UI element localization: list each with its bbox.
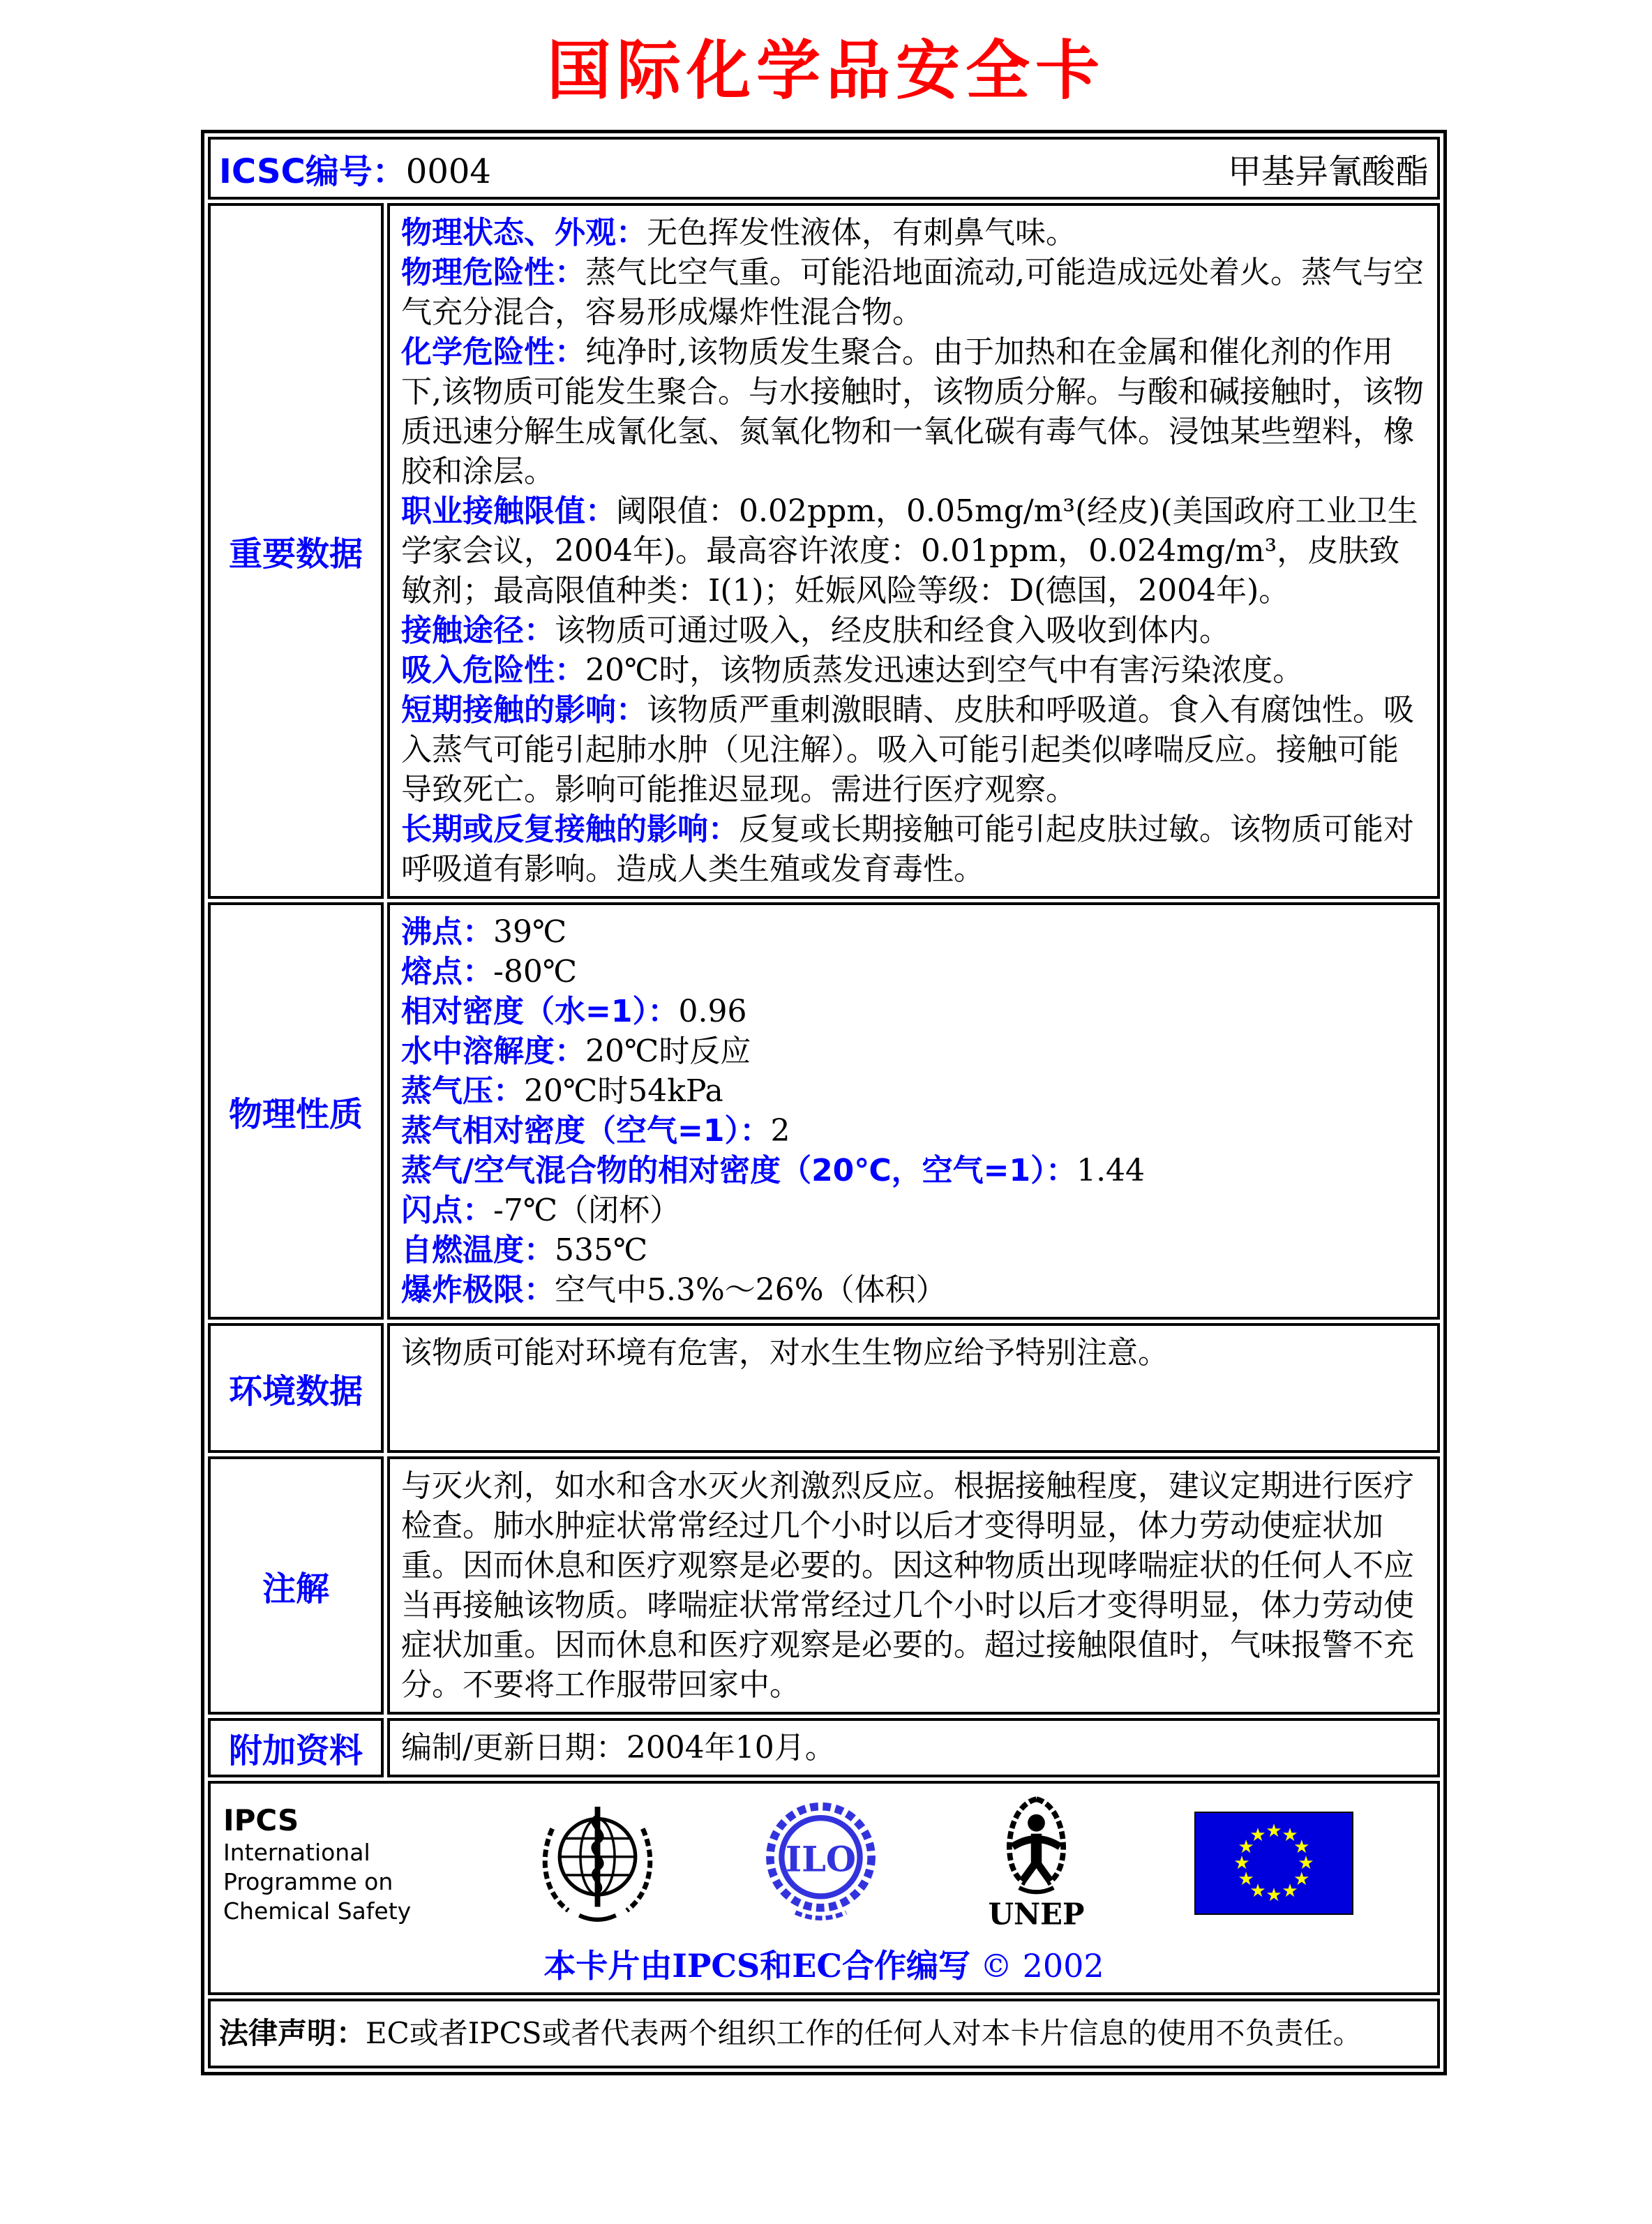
- legal-label: 法律声明：: [219, 2016, 366, 2050]
- field-value: 20℃时54kPa: [524, 1073, 723, 1109]
- field-text: 20℃时，该物质蒸发迅速达到空气中有害污染浓度。: [585, 652, 1304, 688]
- additional-info-row: [208, 1718, 1440, 1777]
- legal-text: EC或者IPCS或者代表两个组织工作的任何人对本卡片信息的使用不负责任。: [366, 2016, 1362, 2050]
- field-label: 职业接触限值：: [401, 493, 616, 529]
- row-label-environmental-data: 环境数据: [208, 1323, 384, 1453]
- prop-flash-point: [401, 1191, 1426, 1230]
- additional-info-text: 编制/更新日期：2004年10月。: [401, 1730, 836, 1766]
- field-text: 反复或长期接触可能引起皮肤过敏。该物质可能对呼吸道有影响。造成人类生殖或发育毒性。: [401, 812, 1414, 887]
- field-label: 闪点：: [401, 1193, 493, 1228]
- field-text: 该物质严重刺激眼睛、皮肤和呼吸道。食入有腐蚀性。吸入蒸气可能引起肺水肿（见注解）。吸入可能引起类似哮喘反应。接触可能导致死亡。影响可能推迟显现。需进行医疗观察。: [401, 692, 1414, 807]
- logos-cell: [208, 1781, 1440, 1995]
- prop-explosive-limits: [401, 1270, 1426, 1310]
- additional-info-content: [387, 1718, 1440, 1777]
- field-label: 自燃温度：: [401, 1232, 555, 1268]
- field-text: 无色挥发性液体，有刺鼻气味。: [647, 215, 1076, 251]
- field-label: 吸入危险性：: [401, 652, 585, 688]
- field-text: 纯净时,该物质发生聚合。由于加热和在金属和催化剂的作用下,该物质可能发生聚合。与水接触时，该物质分解。与酸和碱接触时，该物质迅速分解生成氰化氢、氮氧化物和一氧化碳有毒气体。浸蚀某些塑料，橡胶和涂层。: [401, 334, 1424, 489]
- chemical-name: 甲基异氰酸酯: [1227, 151, 1429, 191]
- copyright-text: 本卡片由IPCS和EC合作编写: [543, 1947, 970, 1985]
- svg-text:★: ★: [1298, 1852, 1314, 1874]
- prop-melting-point: [401, 952, 1426, 992]
- icsc-card-table: [201, 130, 1447, 2075]
- environmental-data-row: [208, 1323, 1440, 1453]
- field-value: 535℃: [555, 1232, 648, 1268]
- field-exposure-routes: [401, 611, 1426, 650]
- svg-text:★: ★: [1293, 1836, 1310, 1858]
- prop-vapor-pressure: [401, 1071, 1426, 1111]
- who-icon: [536, 1802, 659, 1927]
- svg-text:★: ★: [1238, 1868, 1254, 1890]
- unep-icon: [982, 1795, 1090, 1934]
- field-value: 1.44: [1076, 1153, 1146, 1188]
- row-label-additional-info: 附加资料: [208, 1718, 384, 1777]
- header-row: [208, 137, 1440, 200]
- field-text: 阈限值：0.02ppm，0.05mg/m³(经皮)(美国政府工业卫生学家会议，2004年)。最高容许浓度：0.01ppm，0.024mg/m³，皮肤致敏剂；最高限值种类：I(1)；妊娠风险等级：D(德国，2004年)。: [401, 493, 1418, 609]
- eu-flag-icon: [1194, 1812, 1353, 1918]
- svg-text:★: ★: [1282, 1824, 1298, 1846]
- field-label: 蒸气相对密度（空气=1）：: [401, 1113, 771, 1149]
- field-physical-danger: [401, 253, 1426, 332]
- notes-content: [387, 1456, 1440, 1715]
- field-inhalation-risk: [401, 650, 1426, 690]
- copyright-year: © 2002: [979, 1947, 1104, 1985]
- environmental-data-content: [387, 1323, 1440, 1453]
- ipcs-line-1: International: [223, 1838, 370, 1866]
- field-value: 0.96: [678, 994, 747, 1029]
- icsc-number-value: 0004: [405, 151, 491, 191]
- field-text: 该物质可通过吸入，经皮肤和经食入吸收到体内。: [555, 613, 1230, 648]
- ipcs-line-3: Chemical Safety: [223, 1897, 412, 1925]
- ilo-caption: ILO: [785, 1839, 856, 1880]
- svg-text:★: ★: [1249, 1880, 1266, 1902]
- field-label: 物理危险性：: [401, 255, 585, 290]
- svg-text:★: ★: [1266, 1820, 1282, 1842]
- field-value: 20℃时反应: [585, 1033, 751, 1069]
- field-label: 接触途径：: [401, 613, 555, 648]
- field-value: 39℃: [493, 914, 567, 950]
- field-short-term-effects: [401, 690, 1426, 809]
- field-text: 蒸气比空气重。可能沿地面流动,可能造成远处着火。蒸气与空气充分混合，容易形成爆炸性混合物。: [401, 255, 1424, 330]
- notes-text: 与灭火剂，如水和含水灭火剂激烈反应。根据接触程度，建议定期进行医疗检查。肺水肿症状常常经过几个小时以后才变得明显，体力劳动使症状加重。因而休息和医疗观察是必要的。因这种物质出现哮喘症状的任何人不应当再接触该物质。哮喘症状常常经过几个小时以后才变得明显，体力劳动使症状加重。因而休息和医疗观察是必要的。超过接触限值时，气味报警不充分。不要将工作服带回家中。: [401, 1468, 1414, 1703]
- prop-vapor-air-density: [401, 1151, 1426, 1191]
- ipcs-acronym: IPCS: [223, 1803, 299, 1837]
- field-label: 长期或反复接触的影响：: [401, 812, 739, 847]
- field-label: 熔点：: [401, 954, 493, 990]
- prop-boiling-point: [401, 912, 1426, 952]
- svg-text:★: ★: [1282, 1880, 1298, 1902]
- row-label-physical-properties: 物理性质: [208, 902, 384, 1320]
- prop-relative-density: [401, 992, 1426, 1031]
- field-label: 蒸气/空气混合物的相对密度（20℃，空气=1）：: [401, 1153, 1077, 1188]
- icsc-number-group: [219, 144, 491, 193]
- field-label: 物理状态、外观：: [401, 215, 647, 251]
- legal-row: [208, 1999, 1440, 2068]
- ipcs-line-2: Programme on: [223, 1867, 393, 1895]
- logos-row: [208, 1781, 1440, 1995]
- field-label: 相对密度（水=1）：: [401, 994, 679, 1029]
- legal-cell: [208, 1999, 1440, 2068]
- icsc-number-label: ICSC编号：: [219, 151, 406, 191]
- notes-row: [208, 1456, 1440, 1715]
- field-long-term-effects: [401, 809, 1426, 889]
- field-chemical-danger: [401, 332, 1426, 491]
- field-physical-state: [401, 213, 1426, 253]
- physical-properties-row: [208, 902, 1440, 1320]
- field-label: 沸点：: [401, 914, 493, 950]
- row-label-important-data: 重要数据: [208, 203, 384, 899]
- field-occupational-limits: [401, 491, 1426, 611]
- svg-text:★: ★: [1238, 1836, 1254, 1858]
- row-label-notes: 注解: [208, 1456, 384, 1715]
- field-label: 短期接触的影响：: [401, 692, 647, 728]
- field-label: 化学危险性：: [401, 334, 585, 370]
- ilo-icon: [763, 1802, 878, 1927]
- svg-text:★: ★: [1233, 1852, 1250, 1874]
- prop-water-solubility: [401, 1031, 1426, 1071]
- prop-vapor-density: [401, 1111, 1426, 1151]
- unep-caption: UNEP: [988, 1897, 1085, 1931]
- header-cell: [208, 137, 1440, 200]
- field-label: 水中溶解度：: [401, 1033, 585, 1069]
- important-data-row: [208, 203, 1440, 899]
- page-title: 国际化学品安全卡: [546, 33, 1105, 108]
- field-value: 空气中5.3%～26%（体积）: [555, 1272, 947, 1308]
- copyright-line: [218, 1941, 1430, 1987]
- field-value: -80℃: [493, 954, 578, 990]
- svg-text:★: ★: [1249, 1824, 1266, 1846]
- field-label: 蒸气压：: [401, 1073, 524, 1109]
- physical-properties-content: [387, 902, 1440, 1320]
- important-data-content: [387, 203, 1440, 899]
- svg-text:★: ★: [1293, 1868, 1310, 1890]
- ipcs-block: [223, 1803, 433, 1926]
- environment-text: 该物质可能对环境有危害，对水生生物应给予特别注意。: [401, 1335, 1169, 1371]
- svg-text:★: ★: [1266, 1884, 1282, 1906]
- prop-autoignition-temp: [401, 1230, 1426, 1270]
- field-value: -7℃（闭杯）: [493, 1193, 681, 1228]
- field-label: 爆炸极限：: [401, 1272, 555, 1308]
- field-value: 2: [770, 1113, 790, 1149]
